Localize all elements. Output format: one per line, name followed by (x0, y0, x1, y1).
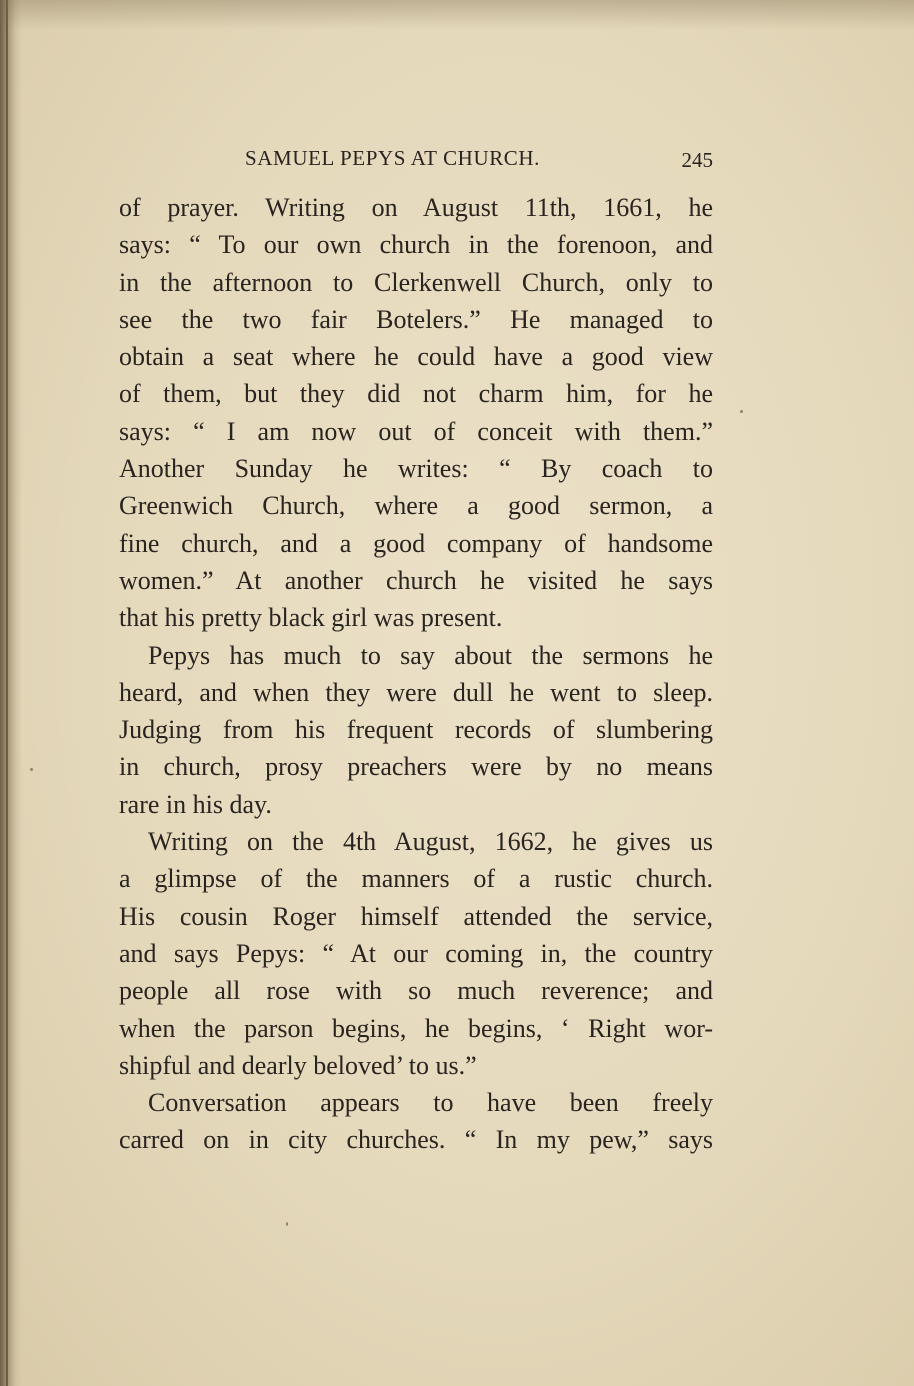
text-line: people all rose with so much reverence; and (119, 976, 713, 1006)
paragraph-first-line: Writing on the 4th August, 1662, he gives us (148, 827, 713, 857)
text-line: see the two fair Botelers.” He managed to (119, 304, 713, 334)
text-line: His cousin Roger himself attended the service, (119, 901, 713, 931)
paper-speck (286, 1222, 288, 1226)
text-line: a glimpse of the manners of a rustic church. (119, 864, 713, 894)
text-line: of prayer. Writing on August 11th, 1661, he (119, 193, 713, 222)
text-line: carred on in city churches. “ In my pew,” says (119, 1125, 713, 1155)
text-line: Judging from his frequent records of slumbering (119, 715, 713, 745)
text-line: of them, but they did not charm him, for he (119, 379, 713, 409)
text-line: fine church, and a good company of handsome (119, 528, 713, 558)
text-line: rare in his day. (119, 789, 272, 819)
text-line: heard, and when they were dull he went to sleep. (119, 677, 713, 707)
binding-edge (6, 0, 8, 1386)
text-line: in the afternoon to Clerkenwell Church, only to (119, 267, 713, 297)
paragraph-first-line: Conversation appears to have been freely (148, 1088, 713, 1118)
text-line: says: “ To our own church in the forenoon, and (119, 230, 713, 260)
text-line: when the parson begins, he begins, ‘ Right wor- (119, 1013, 713, 1043)
paragraph-first-line: Pepys has much to say about the sermons he (148, 640, 713, 670)
top-edge-shadow (0, 0, 914, 30)
text-line: Greenwich Church, where a good sermon, a (119, 491, 713, 521)
text-line: women.” At another church he visited he says (119, 565, 713, 595)
paper-speck (740, 410, 743, 413)
running-head: SAMUEL PEPYS AT CHURCH. (245, 146, 541, 170)
page-gutter (0, 0, 22, 1386)
page-header (245, 146, 713, 176)
page-number: 245 (681, 148, 713, 172)
paper-speck (30, 768, 33, 771)
text-line: and says Pepys: “ At our coming in, the country (119, 938, 713, 968)
body-text (119, 189, 713, 1159)
text-line: says: “ I am now out of conceit with them.” (119, 416, 713, 446)
text-line: Another Sunday he writes: “ By coach to (119, 454, 713, 484)
text-line: obtain a seat where he could have a good view (119, 342, 713, 372)
text-line: that his pretty black girl was present. (119, 603, 503, 633)
text-line: in church, prosy preachers were by no means (119, 752, 713, 782)
text-line: shipful and dearly beloved’ to us.” (119, 1050, 477, 1080)
